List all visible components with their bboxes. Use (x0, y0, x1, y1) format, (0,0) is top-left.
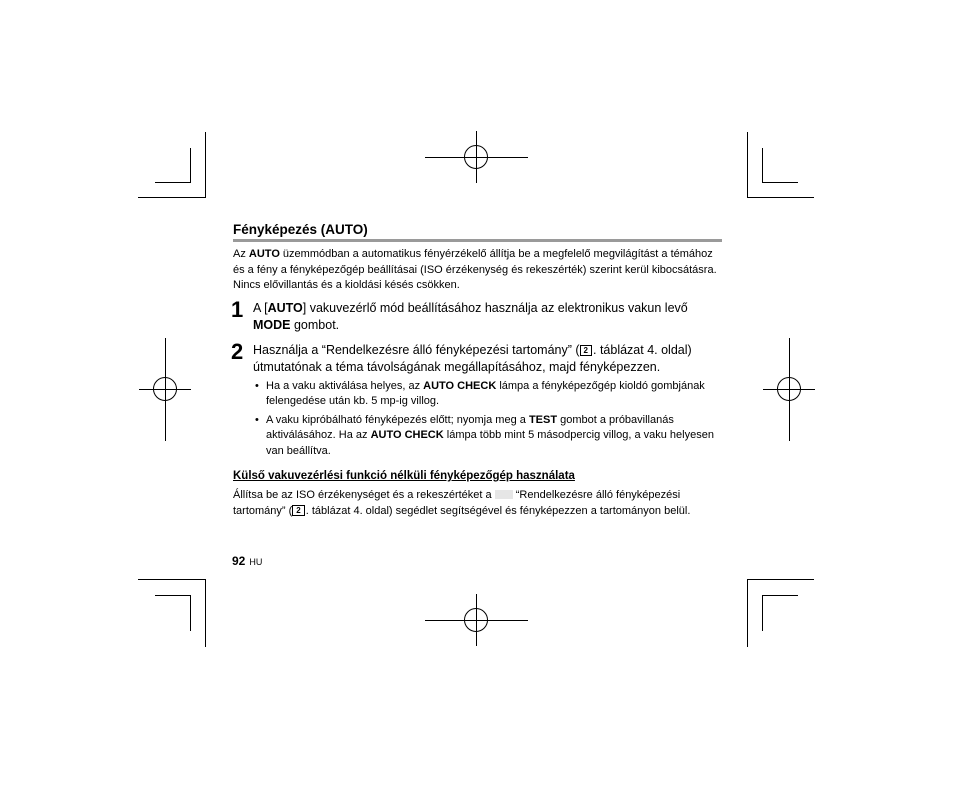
step-1 (231, 296, 723, 334)
page-number: 92 (232, 554, 246, 568)
bold-text: AUTO (267, 300, 303, 315)
crop-mark (138, 197, 205, 198)
crop-mark (747, 132, 748, 198)
crop-mark (205, 132, 206, 198)
list-item (255, 413, 723, 460)
text: lámpa több mint 5 másodpercig villog, a vaku helyesen van beállítva. (266, 429, 714, 457)
crop-mark (190, 148, 191, 183)
mode-icon-placeholder (495, 490, 513, 499)
section-title: Fényképezés (AUTO) (233, 222, 368, 237)
registration-circle (153, 377, 177, 401)
text: . táblázat 4. oldal) segédlet segítségével és fényképezzen a tartományon belül. (305, 504, 691, 517)
text: Állítsa be az ISO érzékenységet és a rekeszértéket a (233, 489, 495, 501)
text: gombot a próbavillanás aktiválásához. Ha az (266, 413, 674, 441)
text: ] vakuvezérlő mód beállításához használja az elektronikus vakun levő (302, 300, 688, 315)
crop-mark (747, 579, 748, 647)
crop-mark (762, 182, 798, 183)
text: Ha a vaku aktiválása helyes, az (266, 379, 424, 392)
text: A vaku kipróbálható fényképezés előtt; nyomja meg a (266, 413, 529, 426)
crop-mark (155, 182, 191, 183)
step-number: 2 (231, 338, 244, 364)
text: A [ (253, 300, 268, 315)
step-number: 1 (231, 296, 244, 322)
text: Az (233, 248, 249, 260)
intro-paragraph (233, 247, 723, 294)
list-item (255, 379, 723, 410)
registration-circle (777, 377, 801, 401)
crop-mark (762, 148, 763, 183)
crop-mark (155, 595, 191, 596)
text: gombot. (290, 317, 340, 332)
title-underline (233, 239, 722, 242)
crop-mark (138, 579, 205, 580)
page-reference-icon (292, 505, 304, 516)
text: Használja a “Rendelkezésre álló fényképezési tartomány” ( (253, 342, 580, 357)
crop-mark (190, 595, 191, 631)
crop-mark (747, 579, 814, 580)
bold-text: MODE (253, 317, 291, 332)
bold-text: AUTO CHECK (423, 379, 497, 392)
crop-mark (762, 595, 798, 596)
page-reference-icon (580, 345, 592, 356)
text: “Rendelkezésre álló fényképezési tartomány” ( (233, 489, 681, 517)
page-footer (232, 552, 262, 570)
crop-mark (747, 197, 814, 198)
crop-mark (205, 579, 206, 647)
subheading: Külső vakuvezérlési funkció nélküli fényképezőgép használata (233, 470, 575, 482)
notes-list (255, 379, 723, 460)
page-content (233, 222, 723, 519)
bold-text: AUTO CHECK (370, 429, 444, 441)
text: . táblázat 4. oldal) útmutatónak a téma távolságának megállapításához, majd fényképezzen. (253, 342, 692, 374)
registration-circle (464, 145, 488, 169)
bold-text: TEST (528, 413, 558, 426)
crop-mark (762, 595, 763, 631)
text: lámpa a fényképezőgép kioldó gombjának felengedése után kb. 5 mp-ig villog. (266, 379, 705, 407)
reference-number: 2 (296, 505, 301, 515)
bold-text: AUTO (248, 248, 280, 260)
external-paragraph (233, 488, 723, 519)
reference-number: 2 (583, 345, 588, 355)
text: üzemmódban a automatikus fényérzékelő állítja be a megfelelő megvilágítást a témához és a fény a fényképezőgép beállításai (ISO érzékenység és rekeszérték) szerint kerül kibocsátásra. Nincs elővillantás és a kioldási késés csökken. (233, 248, 717, 291)
registration-circle (464, 608, 488, 632)
language-code: HU (249, 557, 263, 567)
step-2 (231, 338, 723, 376)
